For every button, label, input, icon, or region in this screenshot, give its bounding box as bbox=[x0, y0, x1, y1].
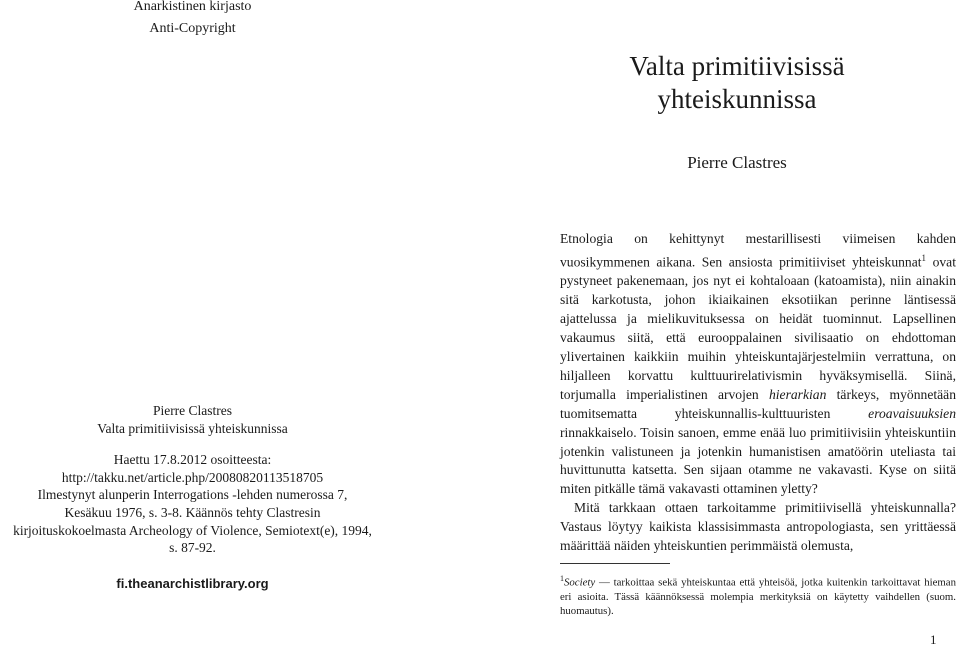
emphasis-eroavaisuuksien: eroavaisuuksien bbox=[868, 405, 956, 421]
colophon-source-1: Ilmestynyt alunperin Interrogations -lehden numerossa 7, bbox=[37, 487, 348, 503]
colophon-retrieved: Haettu 17.8.2012 osoitteesta: bbox=[113, 452, 272, 468]
paragraph-2: Mitä tarkkaan ottaen tarkoitamme primitiivisellä yhteiskunnalla? Vastaus löytyy kaikista klassisimmasta antropologiasta, sen yrittäessä määrittää näiden yhteiskuntien perimmäistä olemusta, bbox=[560, 500, 956, 554]
footnote-number: 1 bbox=[560, 574, 564, 583]
footnote-term: Society bbox=[564, 576, 596, 589]
footnote-text: — tarkoittaa sekä yhteiskuntaa että yhteisöä, jotka kuitenkin tarkoittavat hieman eri asioita. Tässä käännöksessä molempia merkityksiä on käytetty vaihdellen (suom. huomautus). bbox=[560, 576, 956, 618]
page-number: 1 bbox=[930, 632, 937, 647]
colophon-title: Valta primitiivisissä yhteiskunnissa bbox=[97, 420, 288, 436]
colophon-source-4: s. 87-92. bbox=[169, 540, 216, 556]
footnote bbox=[560, 572, 956, 619]
page-title bbox=[555, 50, 945, 116]
paragraph-1: Etnologia on kehittynyt mestarillisesti viimeisen kahden vuosikymmenen aikana. Sen ansiosta primitiiviset yhteiskunnat$^1$ ovat pystyneet pakenemaan, jos nyt ei kohtaloaan (katoamista), niin ainakin sitä karkotusta, johon ikiaikainen eksotiikan perinne läntisessä ajattelussa ja mielikuvituksessa on heidät tuominnut. Lapsellinen vakaumus siitä, että eurooppalainen sivilisaatio on ehdottoman ylivertainen kaikkiin muihin yhteiskuntajärjestelmiin verrattuna, on hiljalleen korvattu kulttuurirelativismin hyväksymisellä. Siinä, torjumalla imperialistinen arvojen hierarkian tärkeys, myönnetään tuomitsematta yhteiskunnallis-kulttuuristen eroavaisuuksien rinnakkaiselo. Toisin sanoen, emme enää luo primitiivisiin yhteiskuntiin jotenkin valistuneen ja jotenkin humanistisen amatöörin uteliasta tai huvittunutta katsetta. Sen sijaan otamme ne vakavasti. Kyse on siitä miten pitkälle tämä vakavasti ottaminen yletty? bbox=[560, 231, 956, 497]
footnote-rule bbox=[560, 563, 670, 564]
header-copyright: Anti-Copyright bbox=[149, 21, 236, 36]
footnote-ref[interactable]: 1 bbox=[921, 252, 927, 263]
colophon-author: Pierre Clastres bbox=[152, 403, 233, 418]
colophon-source-3: kirjoituskokoelmasta Archeology of Violence, Semiotext(e), 1994, bbox=[13, 522, 372, 538]
header-library-name: Anarkistinen kirjasto bbox=[133, 0, 252, 14]
emphasis-hierarkian: hierarkian bbox=[768, 386, 827, 402]
title-line-2: yhteiskunnissa bbox=[657, 84, 817, 114]
title-line-1: Valta primitiivisissä bbox=[629, 51, 845, 81]
colophon bbox=[0, 402, 385, 592]
colophon-url[interactable]: http://takku.net/article.php/20080820113518705 bbox=[61, 469, 324, 485]
colophon-site[interactable]: fi.theanarchistlibrary.org bbox=[116, 575, 269, 591]
title-author: Pierre Clastres bbox=[687, 153, 787, 172]
title-block bbox=[555, 50, 945, 173]
left-page bbox=[0, 0, 385, 650]
body-text bbox=[560, 230, 956, 556]
colophon-source-2: Kesäkuu 1976, s. 3-8. Käännös tehty Clastresin bbox=[64, 504, 321, 520]
